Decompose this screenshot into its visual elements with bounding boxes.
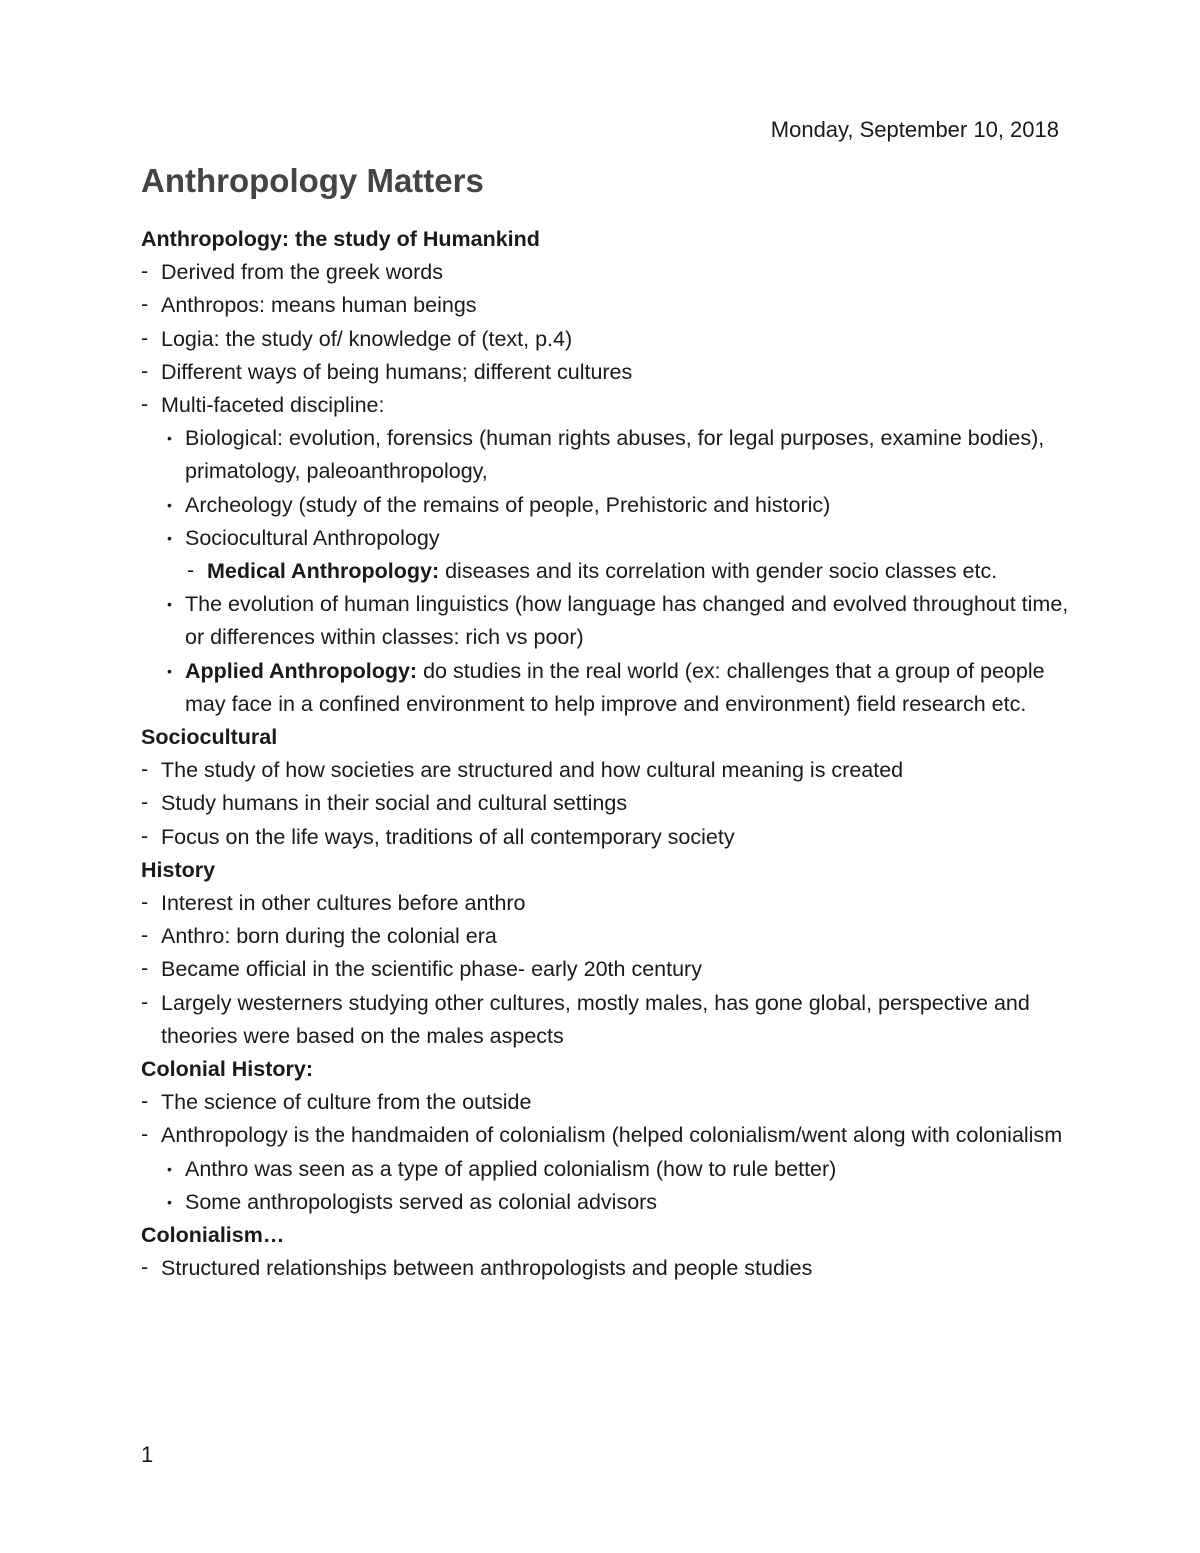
sub-list-item xyxy=(141,588,1071,654)
dash-marker: - xyxy=(141,989,149,1014)
list-item xyxy=(141,887,1071,920)
sub-list-item-text: Archeology (study of the remains of people, Prehistoric and historic) xyxy=(185,492,831,517)
applied-anthropology-label: Applied Anthropology: xyxy=(185,658,418,683)
list-item-text: Multi-faceted discipline: xyxy=(161,393,385,418)
list-item-text: The study of how societies are structured and how cultural meaning is created xyxy=(161,758,904,783)
list-item xyxy=(141,821,1071,854)
list-item-text: Logia: the study of/ knowledge of (text, p.4) xyxy=(161,326,573,351)
dash-marker: - xyxy=(141,1255,149,1280)
sub-list-item-text: Anthro was seen as a type of applied colonialism (how to rule better) xyxy=(185,1156,837,1181)
list-item xyxy=(141,1119,1071,1152)
notes-body xyxy=(141,223,1071,1286)
list-item-text: Derived from the greek words xyxy=(161,260,443,285)
section-heading-sociocultural: Sociocultural xyxy=(141,725,278,750)
sub-list-item xyxy=(141,522,1071,555)
list-item-text: Interest in other cultures before anthro xyxy=(161,891,526,916)
list-item-text: The science of culture from the outside xyxy=(161,1090,532,1115)
bullet-marker: • xyxy=(167,1193,172,1210)
list-item xyxy=(141,356,1071,389)
list-item xyxy=(141,389,1071,422)
dash-marker: - xyxy=(141,358,149,383)
dash-marker: - xyxy=(141,259,149,284)
bullet-marker: • xyxy=(167,1160,172,1177)
sub-list-item xyxy=(141,1153,1071,1186)
page-title: Anthropology Matters xyxy=(141,162,484,199)
list-item-text: Focus on the life ways, traditions of all contemporary society xyxy=(161,824,735,849)
list-item xyxy=(141,987,1071,1053)
list-item-text: Structured relationships between anthropologists and people studies xyxy=(161,1256,813,1281)
bullet-marker: • xyxy=(167,596,172,613)
dash-marker: - xyxy=(141,392,149,417)
list-item-text: Anthropology is the handmaiden of colonialism (helped colonialism/went along with colonialism xyxy=(161,1123,1063,1148)
medical-anthropology-text: diseases and its correlation with gender socio classes etc. xyxy=(439,559,998,584)
dash-marker: - xyxy=(141,1089,149,1114)
list-item-text: Study humans in their social and cultural settings xyxy=(161,791,628,816)
list-item xyxy=(141,754,1071,787)
list-item xyxy=(141,1252,1071,1285)
nested-list-item xyxy=(141,555,1071,588)
dash-marker: - xyxy=(141,757,149,782)
bullet-marker: • xyxy=(167,662,172,679)
sub-list-item xyxy=(141,655,1071,721)
list-item xyxy=(141,323,1071,356)
list-item xyxy=(141,787,1071,820)
bullet-marker: • xyxy=(167,496,172,513)
section-heading-colonial-history: Colonial History: xyxy=(141,1057,314,1082)
list-item-text: Anthropos: means human beings xyxy=(161,293,477,318)
section-heading-history: History xyxy=(141,857,216,882)
sub-list-item-text: Some anthropologists served as colonial advisors xyxy=(185,1189,658,1214)
dash-marker: - xyxy=(141,956,149,981)
list-item xyxy=(141,289,1071,322)
dash-marker: - xyxy=(141,890,149,915)
dash-marker: - xyxy=(141,790,149,815)
section-heading-anthropology: Anthropology: the study of Humankind xyxy=(141,227,540,251)
document-date: Monday, September 10, 2018 xyxy=(770,117,1059,142)
section-heading-colonialism: Colonialism… xyxy=(141,1223,285,1248)
sub-list-item xyxy=(141,489,1071,522)
bullet-marker: • xyxy=(167,430,172,447)
bullet-marker: • xyxy=(167,529,172,546)
list-item-text: Different ways of being humans; different cultures xyxy=(161,359,633,384)
applied-anthropology-text: do studies in the real world (ex: challenges that a group of people may face in a confined environment to help improve and environment) field research etc. xyxy=(185,658,1045,716)
page-number: 1 xyxy=(141,1442,154,1467)
sub-list-item-text: Biological: evolution, forensics (human rights abuses, for legal purposes, examine bodies), primatology, paleoanthropology, xyxy=(185,426,1045,484)
medical-anthropology-label: Medical Anthropology: xyxy=(207,559,440,584)
sub-list-item xyxy=(141,1186,1071,1219)
list-item-text: Largely westerners studying other cultures, mostly males, has gone global, perspective and theories were based on the males aspects xyxy=(161,990,1030,1048)
list-item xyxy=(141,256,1071,289)
dash-marker: - xyxy=(187,558,195,583)
list-item-text: Anthro: born during the colonial era xyxy=(161,924,497,949)
list-item xyxy=(141,1086,1071,1119)
dash-marker: - xyxy=(141,292,149,317)
list-item-text: Became official in the scientific phase- early 20th century xyxy=(161,957,702,982)
sub-list-item-text: The evolution of human linguistics (how language has changed and evolved throughout time, or differences within classes: rich vs poor) xyxy=(185,592,1069,650)
sub-list-item xyxy=(141,422,1071,488)
dash-marker: - xyxy=(141,325,149,350)
dash-marker: - xyxy=(141,923,149,948)
list-item xyxy=(141,920,1071,953)
dash-marker: - xyxy=(141,1122,149,1147)
list-item xyxy=(141,953,1071,986)
sub-list-item-text: Sociocultural Anthropology xyxy=(185,525,440,550)
dash-marker: - xyxy=(141,823,149,848)
